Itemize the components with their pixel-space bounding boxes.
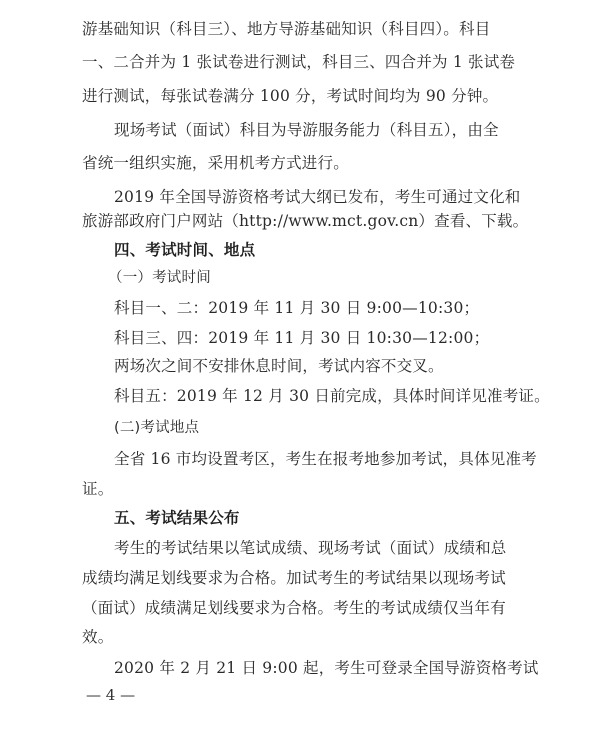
paragraph-1-line-1: 游基础知识（科目三）、地方导游基础知识（科目四）。科目	[82, 20, 491, 38]
paragraph-3-line-1: 2019 年全国导游资格考试大纲已发布，考生可通过文化和	[114, 188, 521, 206]
results-line-1: 考生的考试结果以笔试成绩、现场考试（面试）成绩和总	[114, 539, 507, 557]
location-line-2: 证。	[82, 480, 114, 498]
section-4-heading: 四、考试时间、地点	[114, 241, 256, 259]
results-line-2: 成绩均满足划线要求为合格。加试考生的考试结果以现场考试	[82, 569, 506, 587]
exam-time-line-3: 两场次之间不安排休息时间，考试内容不交叉。	[114, 357, 444, 375]
results-line-3: （面试）成绩满足划线要求为合格。考生的考试成绩仅当年有	[82, 599, 506, 617]
location-line-1: 全省 16 市均设置考区，考生在报考地参加考试，具体见准考	[114, 450, 537, 468]
exam-time-line-4: 科目五：2019 年 12 月 30 日前完成，具体时间详见准考证。	[114, 387, 550, 405]
last-paragraph-line-1: 2020 年 2 月 21 日 9:00 起，考生可登录全国导游资格考试	[114, 659, 539, 677]
exam-time-line-1: 科目一、二：2019 年 11 月 30 日 9:00—10:30；	[114, 299, 480, 317]
page-number: — 4 —	[86, 686, 136, 704]
results-line-4: 效。	[82, 628, 114, 646]
paragraph-1-line-3: 进行测试，每张试卷满分 100 分，考试时间均为 90 分钟。	[82, 87, 499, 105]
paragraph-1-line-2: 一、二合并为 1 张试卷进行测试，科目三、四合并为 1 张试卷	[82, 53, 516, 71]
paragraph-3-line-2: 旅游部政府门户网站（http://www.mct.gov.cn）查看、下载。	[82, 212, 529, 230]
subsection-location-heading: (二)考试地点	[114, 420, 200, 436]
paragraph-2-line-2: 省统一组织实施，采用机考方式进行。	[82, 154, 349, 172]
paragraph-2-line-1: 现场考试（面试）科目为导游服务能力（科目五），由全	[114, 121, 499, 139]
section-5-heading: 五、考试结果公布	[114, 509, 240, 527]
exam-time-line-2: 科目三、四：2019 年 11 月 30 日 10:30—12:00；	[114, 329, 490, 347]
subsection-time-heading: （一）考试时间	[108, 270, 211, 286]
